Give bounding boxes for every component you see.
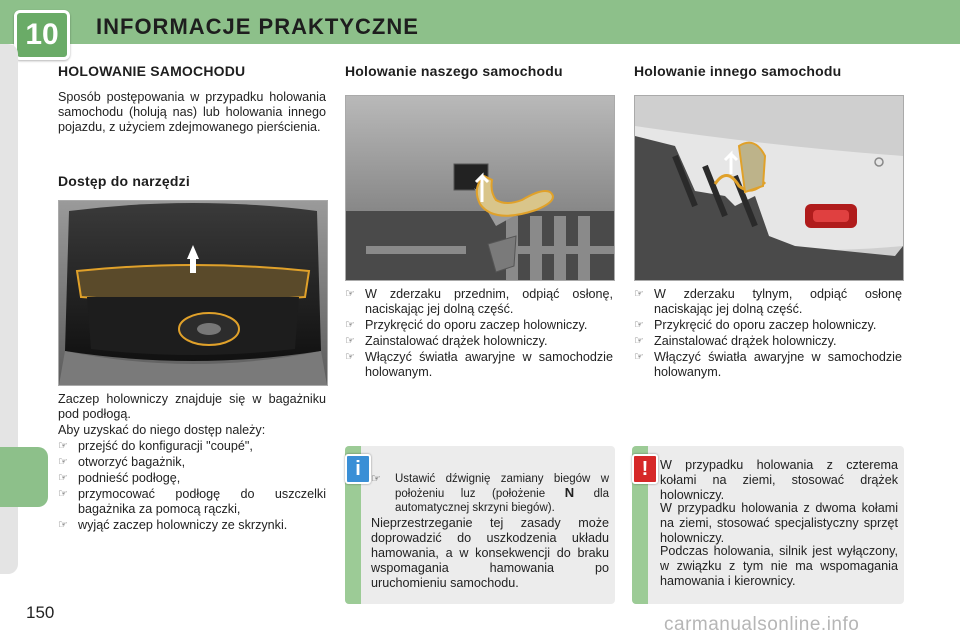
list-item: ☞ Włączyć światła awaryjne w samochodzie holowanym. [345, 350, 613, 379]
pointing-hand-icon: ☞ [58, 440, 68, 452]
warning-paragraph-engine-off: Podczas holowania, silnik jest wyłączony, w związku z tym nie ma wspomagania hamowania i kierownicy. [660, 544, 898, 588]
list-item: ☞ W zderzaku przednim, odpiąć osłonę, naciskając jej dolną część. [345, 287, 613, 316]
list-item: ☞ Zainstalować drążek holowniczy. [634, 334, 837, 348]
warning-box [632, 446, 904, 604]
info-icon: i [345, 454, 371, 484]
pointing-hand-icon: ☞ [345, 335, 355, 347]
chapter-number: 10 [14, 10, 70, 60]
own-car-steps-list [345, 287, 613, 381]
warning-paragraph-two-wheels: W przypadku holowania z dwoma kołami na ziemi, stosować specjalistyczny sprzęt holowniczy. [660, 501, 898, 545]
warning-icon: ! [632, 454, 658, 484]
list-item: ☞ podnieść podłogę, [58, 471, 181, 485]
intro-paragraph: Sposób postępowania w przypadku holowania samochodu (holują nas) lub holowania innego pojazdu, z użyciem zdejmowanego pierścienia. [58, 90, 326, 134]
list-item: ☞ przejść do konfiguracji "coupé", [58, 439, 253, 453]
list-item: ☞ otworzyć bagażnik, [58, 455, 186, 469]
trunk-photo [58, 200, 328, 386]
pointing-hand-icon: ☞ [58, 472, 68, 484]
rear-bumper-photo [634, 95, 904, 281]
pointing-hand-icon: ☞ [634, 335, 644, 347]
pointing-hand-icon: ☞ [634, 351, 644, 363]
pointing-hand-icon: ☞ [371, 473, 381, 485]
list-item: ☞ Włączyć światła awaryjne w samochodzie holowanym. [634, 350, 902, 379]
pointing-hand-icon: ☞ [345, 319, 355, 331]
pointing-hand-icon: ☞ [58, 488, 68, 500]
access-steps-list [58, 439, 326, 534]
tow-hook-location-text: Zaczep holowniczy znajduje się w bagażniku pod podłogą. [58, 392, 326, 421]
pointing-hand-icon: ☞ [345, 288, 355, 300]
pointing-hand-icon: ☞ [634, 319, 644, 331]
subheading-tool-access: Dostęp do narzędzi [58, 173, 190, 189]
pointing-hand-icon: ☞ [58, 456, 68, 468]
other-car-steps-list [634, 287, 902, 381]
list-item: ☞ Przykręcić do oporu zaczep holowniczy. [634, 318, 877, 332]
front-bumper-photo [345, 95, 615, 281]
warning-paragraph-four-wheels: W przypadku holowania z czterema kołami na ziemi, stosować drążek holowniczy. [660, 458, 898, 502]
pointing-hand-icon: ☞ [634, 288, 644, 300]
info-box [345, 446, 615, 604]
list-item: ☞ przymocować podłogę do uszczelki bagażnika za pomocą rączki, [58, 487, 326, 516]
section-heading-own-car: Holowanie naszego samochodu [345, 63, 563, 79]
page-title: INFORMACJE PRAKTYCZNE [96, 14, 419, 39]
list-item: ☞ Przykręcić do oporu zaczep holowniczy. [345, 318, 588, 332]
pointing-hand-icon: ☞ [58, 519, 68, 531]
section-heading-towing: HOLOWANIE SAMOCHODU [58, 63, 246, 79]
info-box-bullet [371, 472, 609, 515]
list-item: ☞ W zderzaku tylnym, odpiąć osłonę naciskając jej dolną część. [634, 287, 902, 316]
neutral-gear-letter: N [564, 485, 575, 500]
watermark: carmanualsonline.info [664, 614, 860, 635]
list-item: ☞ Zainstalować drążek holowniczy. [345, 334, 548, 348]
chapter-side-tab [0, 447, 48, 507]
pointing-hand-icon: ☞ [345, 351, 355, 363]
info-box-note: Nieprzestrzeganie tej zasady może doprowadzić do uszkodzenia układu hamowania, a w konsekwencji do braku wspomagania hamowania po uruchomieniu samochodu. [371, 516, 609, 590]
section-heading-other-car: Holowanie innego samochodu [634, 63, 842, 79]
gear-lever-instruction: Ustawić dźwignię zamiany biegów w położeniu luz (położenie N dla automatycznej skrzyni biegów). [395, 473, 609, 514]
page-number: 150 [26, 603, 55, 622]
list-item: ☞ wyjąć zaczep holowniczy ze skrzynki. [58, 518, 288, 532]
access-intro-text: Aby uzyskać do niego dostęp należy: [58, 423, 266, 437]
